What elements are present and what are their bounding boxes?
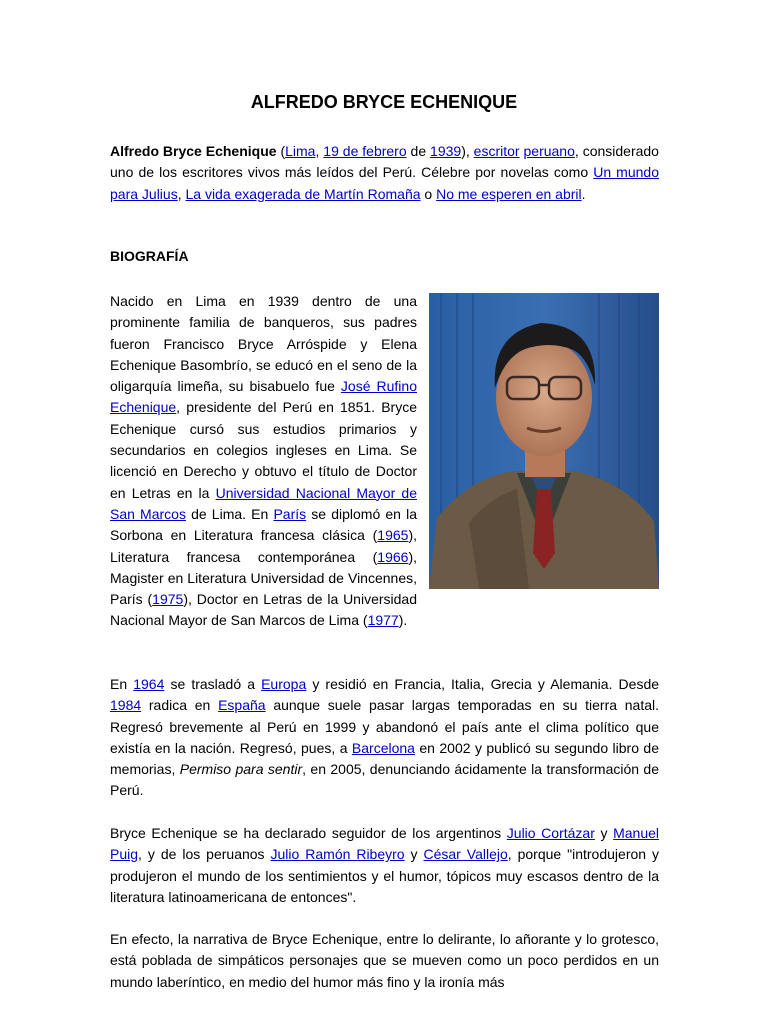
text: de Lima. En — [185, 505, 274, 522]
link-jose-rufino-echenique[interactable]: José Rufino Echenique — [110, 378, 417, 416]
text: , en 2005, denunciando ácidamente la transformación de Perú. — [110, 761, 660, 799]
link-manuel-puig[interactable]: Manuel Puig — [110, 825, 660, 863]
link-barcelona[interactable]: Barcelona — [351, 739, 415, 756]
author-photo — [429, 293, 659, 589]
link-julio-cortazar[interactable]: Julio Cortázar — [506, 825, 595, 841]
page-title: ALFREDO BRYCE ECHENIQUE — [250, 92, 518, 112]
link-martin-romana[interactable]: La vida exagerada de Martín Romaña — [185, 185, 421, 202]
text: . — [581, 185, 586, 202]
text: ). — [398, 612, 408, 629]
text: aunque suele pasar largas temporadas en su tierra natal. Regresó brevemente al Perú en 1999 y abandonó el país ante el clima político que existía en la nación. Regresó, pues, a — [110, 697, 660, 756]
link-europa[interactable]: Europa — [261, 676, 307, 692]
biography-paragraph-2 — [110, 674, 659, 802]
book-title: Permiso para sentir — [179, 761, 303, 778]
link-1977[interactable]: 1977 — [367, 612, 399, 629]
intro-paragraph — [110, 141, 659, 205]
link-peruano[interactable]: peruano — [523, 143, 575, 159]
link-birth-year[interactable]: 1939 — [430, 143, 462, 159]
portrait-illustration — [429, 293, 659, 589]
text: ( — [276, 143, 286, 159]
link-1966[interactable]: 1966 — [377, 548, 409, 565]
link-julio-ramon-ribeyro[interactable]: Julio Ramón Ribeyro — [270, 846, 405, 863]
text: y — [404, 846, 424, 863]
text: de — [406, 143, 431, 159]
link-escritor[interactable]: escritor — [473, 143, 520, 159]
text: , porque "introdujeron y produjeron el mundo de los sentimientos y el humor, tópicos muy escasos dentro de la literatura latinoamericana de entonces". — [110, 846, 659, 905]
text: ), — [461, 143, 474, 159]
biography-paragraph-4: En efecto, la narrativa de Bryce Echenique, entre lo delirante, lo añorante y lo grotesco, está poblada de simpáticos personajes que se mueven como un poco perdidos en un mundo laberíntico, en medio del humor más fino y la ironía más — [110, 931, 659, 990]
text: ), Magister en Literatura Universidad de Vincennes, París ( — [110, 548, 417, 608]
text: y — [594, 825, 614, 841]
link-paris[interactable]: París — [273, 505, 307, 522]
biography-paragraph-3 — [110, 823, 659, 908]
text: , considerado uno de los escritores vivos más leídos del Perú. Célebre por novelas como — [110, 143, 659, 181]
link-un-mundo-para-julius[interactable]: Un mundo para Julius — [110, 164, 659, 202]
link-universidad-san-marcos[interactable]: Universidad Nacional Mayor de San Marcos — [110, 484, 417, 522]
text: o — [420, 185, 437, 202]
text: , presidente del Perú en 1851. Bryce Echenique cursó sus estudios primarios y secundarios en colegios ingleses en Lima. Se licenció en Derecho y obtuvo el título de Doctor en Letras en la — [110, 399, 417, 501]
link-birth-date[interactable]: 19 de febrero — [323, 143, 407, 159]
text: y residió en Francia, Italia, Grecia y Alemania. Desde — [306, 676, 660, 692]
text: ), Literatura francesa contemporánea ( — [110, 527, 417, 565]
link-espana[interactable]: España — [218, 697, 266, 714]
link-no-me-esperen-en-abril[interactable]: No me esperen en abril — [436, 185, 582, 202]
link-1964[interactable]: 1964 — [133, 676, 165, 692]
link-cesar-vallejo[interactable]: César Vallejo — [423, 846, 508, 863]
text: se diplomó en la Sorbona en Literatura francesa clásica ( — [110, 505, 417, 544]
text: , — [315, 143, 324, 159]
text: ), Doctor en Letras de la Universidad Nacional Mayor de San Marcos de Lima ( — [110, 591, 417, 629]
subject-name: Alfredo Bryce Echenique — [110, 143, 277, 159]
link-1975[interactable]: 1975 — [152, 591, 184, 608]
text: radica en — [141, 697, 219, 714]
text: En — [110, 676, 134, 692]
link-lima[interactable]: Lima — [285, 143, 316, 159]
text: en 2002 y publicó su segundo libro de memorias, — [110, 739, 659, 778]
biography-paragraph-1 — [110, 291, 659, 632]
text: Nacido en Lima en 1939 dentro de una prominente familia de banqueros, sus padres fueron Francisco Bryce Arróspide y Elena Echenique Basombrío, se educó en el seno de la oligarquía limeña, su bisabuelo fue — [110, 293, 417, 395]
text: , — [177, 185, 186, 202]
text: Bryce Echenique se ha declarado seguidor de los argentinos — [110, 825, 507, 841]
link-1965[interactable]: 1965 — [377, 527, 409, 544]
link-1984[interactable]: 1984 — [110, 697, 142, 714]
section-heading-biografia: BIOGRAFÍA — [110, 248, 189, 264]
text: se trasladó a — [164, 676, 262, 692]
text: , y de los peruanos — [138, 846, 271, 863]
